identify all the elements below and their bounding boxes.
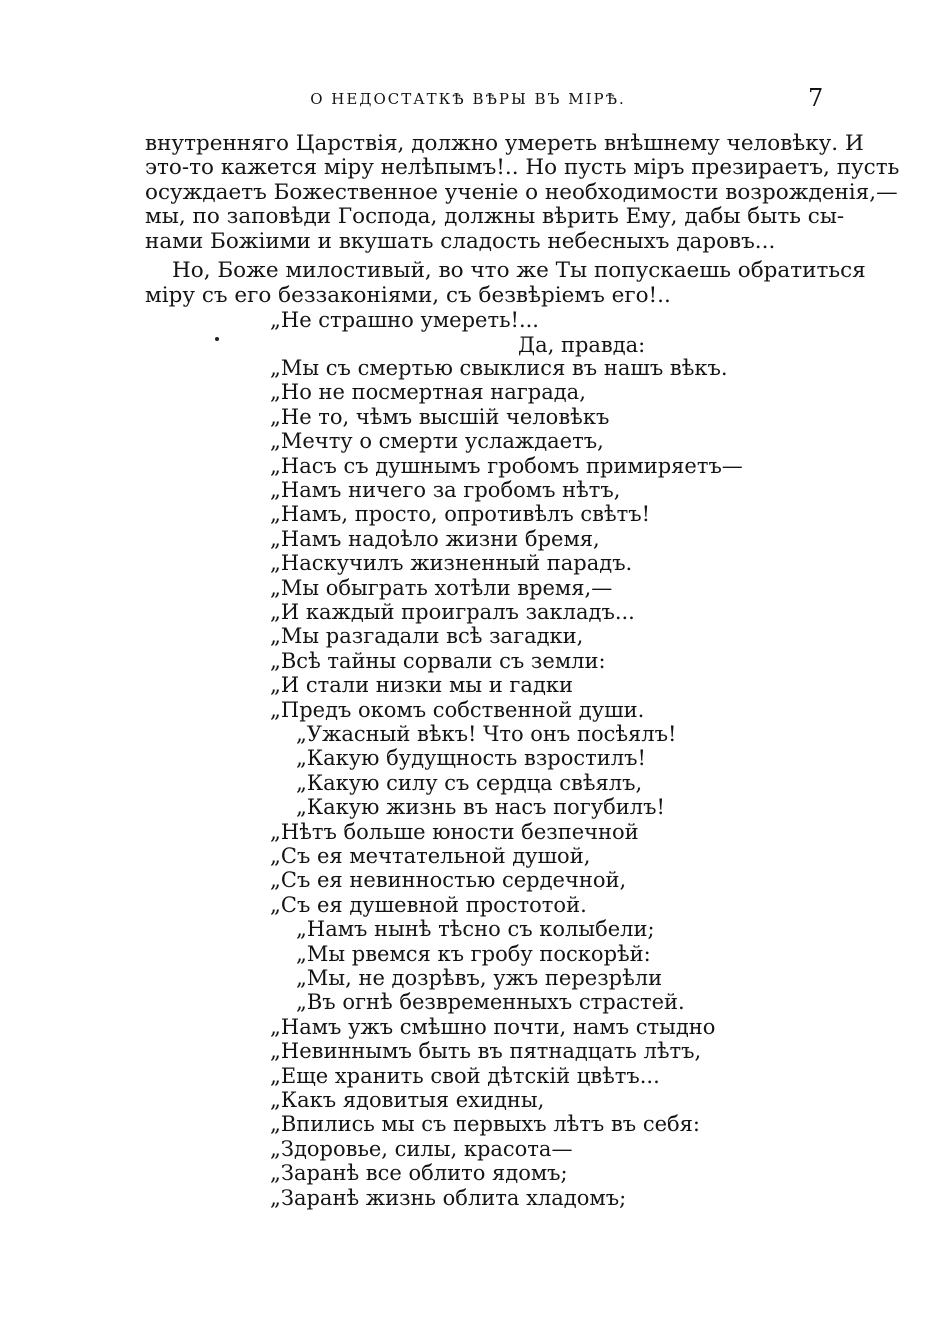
poem-line: „Въ огнѣ безвременныхъ страстей.	[296, 990, 685, 1015]
poem-line: „Заранѣ жизнь облита хладомъ;	[270, 1185, 627, 1210]
poem-line: „Предъ окомъ собственной души.	[270, 697, 645, 722]
poem-line: „Намъ, просто, опротивѣлъ свѣтъ!	[270, 502, 651, 527]
poem-line: „Какую силу съ сердца свѣялъ,	[296, 770, 643, 795]
poem-line: „Не то, чѣмъ высшій человѣкъ	[270, 404, 610, 429]
poem-line: „Какъ ядовитыя ехидны,	[270, 1088, 545, 1112]
poem-line: „Наскучилъ жизненный парадъ.	[270, 551, 633, 576]
poem-line: „Невиннымъ быть въ пятнадцать лѣтъ,	[270, 1039, 702, 1064]
poem-line: „И стали низки мы и гадки	[270, 673, 573, 698]
poem-line: „Намъ ужъ смѣшно почти, намъ стыдно	[270, 1014, 716, 1039]
poem-line: „Мы съ смертью свыклися въ нашъ вѣкъ.	[270, 356, 728, 380]
ink-speck	[215, 337, 219, 341]
prose-line: Но, Боже милостивый, во что же Ты попускаешь обратиться	[172, 258, 866, 283]
poem-line: „Мы обыграть хотѣли время,—	[270, 575, 613, 600]
poem-line: „Съ ея невинностью сердечной,	[270, 868, 627, 893]
poem-line: „Еще хранить свой дѣтскій цвѣтъ...	[270, 1063, 660, 1088]
poem-line: „Какую жизнь въ насъ погубилъ!	[296, 795, 665, 820]
poem-line: „Съ ея мечтательной душой,	[270, 844, 591, 868]
poem-reply-line: Да, правда:	[518, 333, 646, 357]
poem-opening-line: „Не страшно умереть!...	[270, 308, 539, 332]
poem-line: „Впились мы съ первыхъ лѣтъ въ себя:	[270, 1112, 700, 1137]
prose-line: внутренняго Царствія, должно умереть внѣшнему человѣку. И	[145, 131, 864, 156]
poem-line: „Съ ея душевной простотой.	[270, 892, 587, 917]
poem-line: „Мы разгадали всѣ загадки,	[270, 624, 584, 649]
prose-line: это-то кажется міру нелѣпымъ!.. Но пусть міръ презираетъ, пусть	[145, 155, 900, 180]
poem-line: „Но не посмертная награда,	[270, 380, 586, 405]
poem-line: „Мы, не дозрѣвъ, ужъ перезрѣли	[296, 966, 663, 990]
poem-line: „Ужасный вѣкъ! Что онъ посѣялъ!	[296, 722, 677, 746]
poem-line: „Какую будущность взростилъ!	[296, 746, 646, 771]
poem-line: „Заранѣ все облито ядомъ;	[270, 1161, 568, 1186]
poem-line: „Намъ надоѣло жизни бремя,	[270, 526, 600, 551]
poem-line: „Всѣ тайны сорвали съ земли:	[270, 648, 606, 673]
prose-line: міру съ его беззаконіями, съ безвѣріемъ его!..	[145, 283, 671, 308]
prose-line: осуждаетъ Божественное ученіе о необходимости возрожденія,—	[145, 180, 898, 205]
poem-line: „Нѣтъ больше юности безпечной	[270, 819, 639, 844]
poem-line: „Здоровье, силы, красота—	[270, 1136, 573, 1161]
prose-line: мы, по заповѣди Господа, должны вѣрить Ему, дабы быть сы-	[145, 204, 845, 229]
poem-line: „Мечту о смерти услаждаетъ,	[270, 429, 604, 454]
prose-line: нами Божіими и вкушать сладость небесныхъ даровъ...	[145, 229, 776, 254]
page-number: 7	[808, 84, 824, 112]
poem-line: „Намъ нынѣ тѣсно съ колыбели;	[296, 917, 655, 942]
poem-line: „И каждый проигралъ закладъ...	[270, 600, 635, 624]
poem-line: „Мы рвемся къ гробу поскорѣй:	[296, 941, 651, 966]
poem-line: „Намъ ничего за гробомъ нѣтъ,	[270, 478, 621, 502]
poem-line: „Насъ съ душнымъ гробомъ примиряетъ—	[270, 453, 743, 478]
running-head: О НЕДОСТАТКѢ ВѢРЫ ВЪ МІРѢ.	[310, 90, 626, 108]
